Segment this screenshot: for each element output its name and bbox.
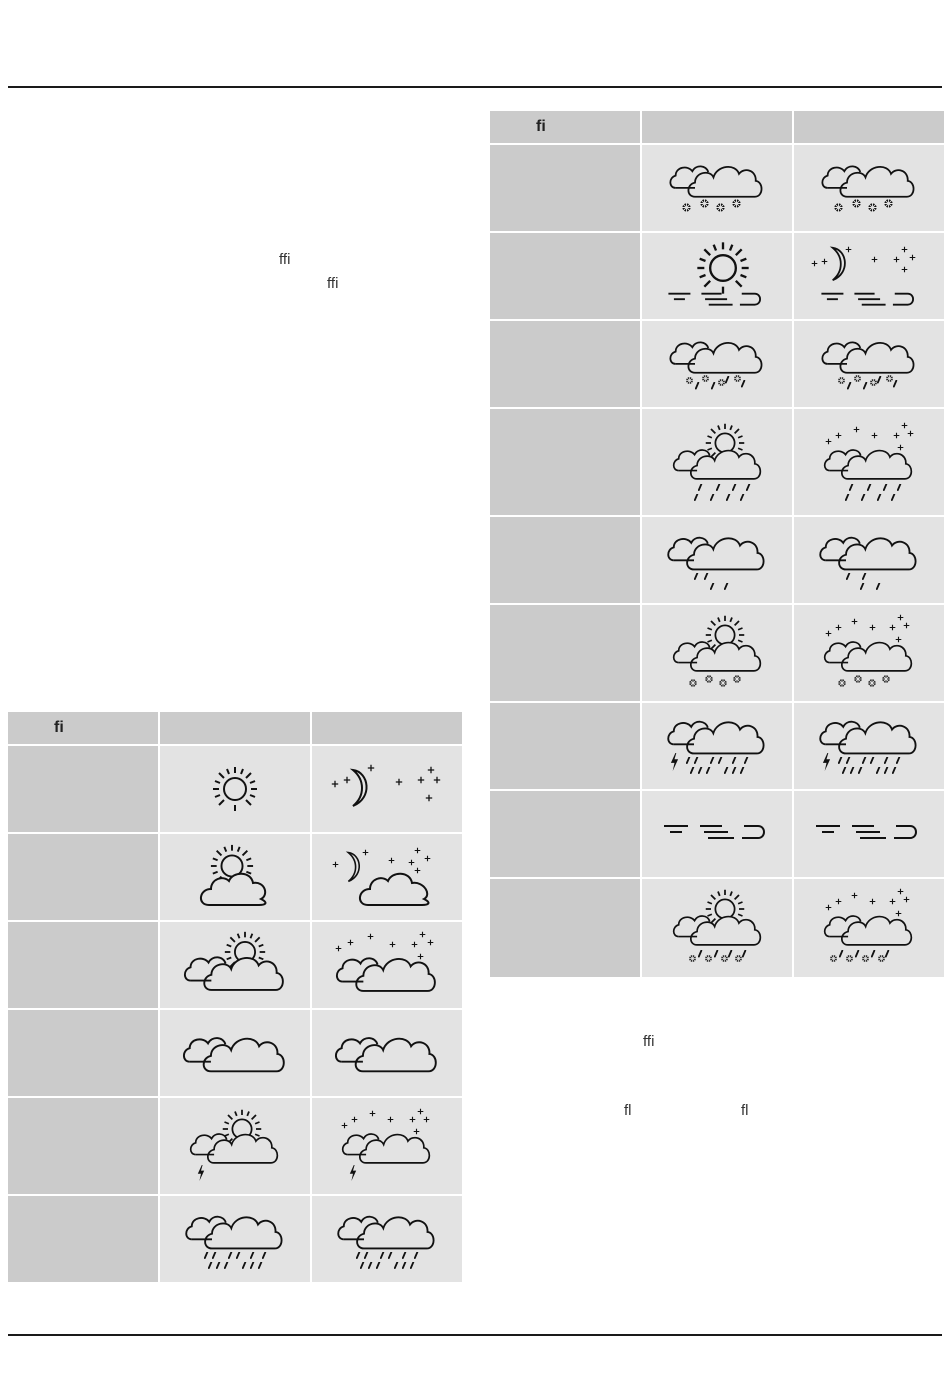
row-label-cell (489, 790, 641, 878)
snow-icon (667, 158, 767, 218)
thunder-rain-icon (816, 713, 922, 779)
ligature-glyph: ffi (327, 275, 339, 292)
table-row (7, 745, 463, 833)
table-header-row (489, 110, 945, 144)
bottom-rule (8, 1334, 942, 1336)
sun-clouds-snow-icon (670, 614, 764, 692)
row-label-cell (7, 1097, 159, 1195)
table-row (489, 604, 945, 702)
table-row (7, 921, 463, 1009)
sun-clouds-sleet-icon (670, 888, 764, 968)
row-label-cell (489, 878, 641, 978)
row-label-cell (489, 702, 641, 790)
day-cell (159, 1195, 311, 1283)
stars-clouds-thunder-icon (337, 1108, 437, 1184)
weather-symbols-table-right (488, 109, 946, 979)
day-cell (641, 320, 793, 408)
sleet-icon (819, 334, 919, 394)
table-row (489, 878, 945, 978)
table-row (489, 320, 945, 408)
header-day (159, 711, 311, 745)
table-header-row (7, 711, 463, 745)
heavy-rain-icon (334, 1208, 440, 1270)
header-label: fi (489, 110, 641, 144)
moon-fog-icon (811, 240, 927, 312)
day-cell (159, 921, 311, 1009)
sun-behind-clouds-icon (183, 930, 287, 1000)
cloudy-icon (182, 1028, 288, 1078)
stars-clouds-snow-icon (821, 614, 917, 692)
moon-behind-cloud-icon (332, 845, 442, 909)
row-label-cell (489, 144, 641, 232)
night-cell (311, 1195, 463, 1283)
night-cell (793, 144, 945, 232)
day-cell (641, 878, 793, 978)
night-cell (793, 604, 945, 702)
row-label-cell (7, 1195, 159, 1283)
stars-clouds-rain-icon (821, 422, 917, 502)
row-label-cell (7, 745, 159, 833)
day-cell (159, 745, 311, 833)
sun-fog-icon (665, 240, 769, 312)
table-row (7, 1097, 463, 1195)
day-cell (159, 1097, 311, 1195)
ligature-glyph: fl (741, 1102, 749, 1119)
night-cell (311, 1009, 463, 1097)
stars-clouds-sleet-icon (821, 888, 917, 968)
table-row (7, 1195, 463, 1283)
cloudy-icon (334, 1028, 440, 1078)
snow-icon (819, 158, 919, 218)
row-label-cell (7, 921, 159, 1009)
table-row (489, 516, 945, 604)
sun-icon (211, 765, 259, 813)
fog-icon (809, 822, 929, 846)
night-cell (311, 1097, 463, 1195)
night-cell (793, 702, 945, 790)
night-cell (793, 516, 945, 604)
day-cell (641, 604, 793, 702)
heavy-rain-icon (182, 1208, 288, 1270)
night-cell (793, 878, 945, 978)
day-cell (159, 1009, 311, 1097)
row-label-cell (489, 232, 641, 320)
header-night (793, 110, 945, 144)
sun-clouds-rain-icon (670, 422, 764, 502)
table-row (489, 232, 945, 320)
night-cell (311, 745, 463, 833)
sun-clouds-thunder-icon (187, 1108, 283, 1184)
table-row (7, 1009, 463, 1097)
fog-icon (657, 822, 777, 846)
table-row (7, 833, 463, 921)
day-cell (641, 516, 793, 604)
header-night (311, 711, 463, 745)
ligature-glyph: ffi (643, 1033, 655, 1050)
ligature-glyph: ffi (279, 251, 291, 268)
row-label-cell (489, 408, 641, 516)
night-cell (793, 232, 945, 320)
night-cell (793, 320, 945, 408)
light-rain-icon (816, 529, 922, 591)
day-cell (159, 833, 311, 921)
row-label-cell (489, 320, 641, 408)
table-row (489, 144, 945, 232)
day-cell (641, 408, 793, 516)
table-row (489, 790, 945, 878)
light-rain-icon (664, 529, 770, 591)
ligature-glyph: fl (624, 1102, 632, 1119)
day-cell (641, 144, 793, 232)
weather-symbols-table-left (6, 710, 464, 1284)
night-cell (311, 921, 463, 1009)
night-cell (793, 408, 945, 516)
row-label-cell (489, 516, 641, 604)
table-row (489, 408, 945, 516)
top-rule (8, 86, 942, 88)
night-cell (793, 790, 945, 878)
sleet-icon (667, 334, 767, 394)
day-cell (641, 702, 793, 790)
header-day (641, 110, 793, 144)
row-label-cell (7, 833, 159, 921)
moon-stars-icon (331, 764, 443, 814)
row-label-cell (7, 1009, 159, 1097)
day-cell (641, 232, 793, 320)
stars-behind-clouds-icon (333, 931, 441, 999)
header-label: fi (7, 711, 159, 745)
day-cell (641, 790, 793, 878)
night-cell (311, 833, 463, 921)
row-label-cell (489, 604, 641, 702)
table-row (489, 702, 945, 790)
sun-behind-cloud-icon (195, 843, 275, 911)
thunder-rain-icon (664, 713, 770, 779)
